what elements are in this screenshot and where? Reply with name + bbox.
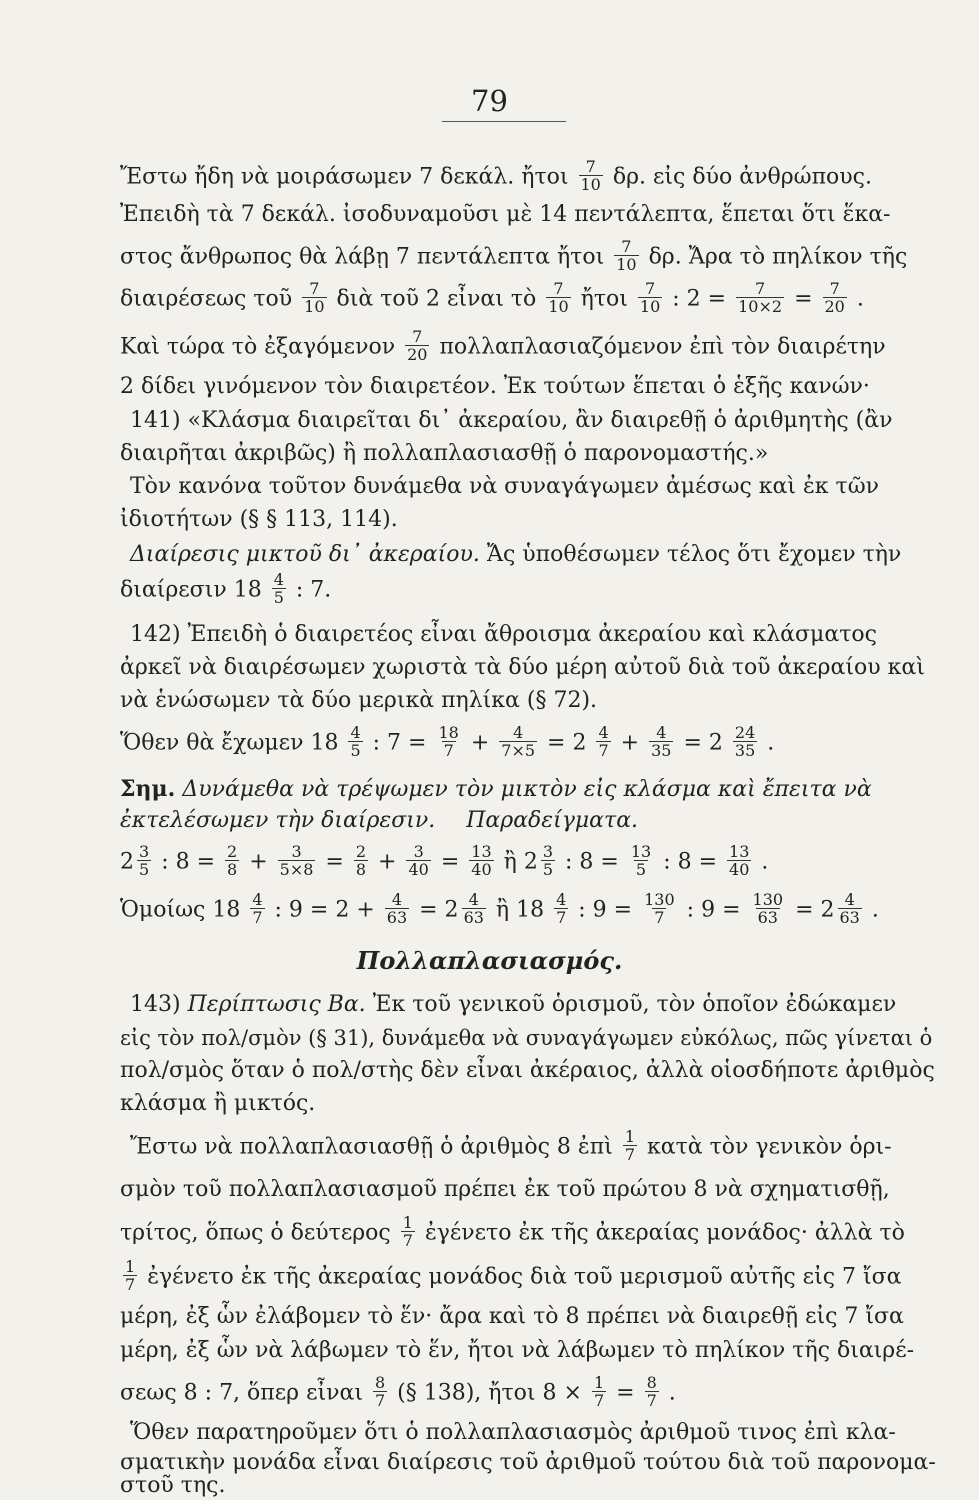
text-line: σματικὴν μονάδα εἶναι διαίρεσις τοῦ ἀριθμοῦ τούτου διὰ τοῦ παρονομα- [120,1450,936,1475]
text-run: Ἔστω ἤδη νὰ μοιράσωμεν 7 δεκάλ. ἤτοι [120,164,569,190]
fraction [838,891,862,926]
page-number-rule [442,121,566,122]
fraction-numerator: 8 [374,1373,386,1392]
fraction-denominator: 7×5 [501,741,536,760]
fraction-denominator: 10 [639,297,661,316]
fraction-denominator: 63 [463,908,484,927]
fraction-denominator: 5 [542,860,553,879]
fraction-denominator: 63 [386,908,408,927]
text-run: = [616,1380,635,1406]
text-line: μέρη, ἐξ ὧν νὰ λάβωμεν τὸ ἕν, ἤτοι νὰ λάβωμεν τὸ πηλίκον τῆς διαιρέ- [120,1338,915,1363]
fraction-numerator: 3 [139,842,150,861]
text-run: (§ 138), ἤτοι 8 × [397,1380,582,1406]
fraction [469,843,493,878]
text-line: σμὸν τοῦ πολλαπλασιασμοῦ πρέπει ἐκ τοῦ πρώτου 8 νὰ σχηματισθῇ, [120,1177,890,1202]
text-run: ἢ 18 [495,897,545,923]
fraction [385,891,409,926]
text-run: = [325,849,344,875]
fraction [579,158,603,193]
fraction-denominator: 5 [273,588,284,607]
fraction-denominator: 7 [598,741,609,760]
text-run: . [767,730,775,756]
text-run: δρ. Ἄρα τὸ πηλίκον τῆς [648,244,908,270]
text-run: = [794,286,813,312]
fraction-numerator: 1 [402,1213,413,1232]
text-run: δρ. εἰς δύο ἀνθρώπους. [612,164,872,190]
fraction [614,238,638,273]
text-run: = [440,849,460,875]
fraction-denominator: 7 [402,1231,413,1250]
fraction [727,843,751,878]
text-run: πολλαπλασιαζόμενον ἐπὶ τὸν διαιρέτην [439,334,886,360]
fraction-denominator: 5 [350,741,361,760]
fraction-denominator: 7 [252,908,263,927]
fraction-numerator: 7 [754,279,766,298]
fraction [823,280,847,315]
text-run: = 2 [683,730,723,756]
note-label: Σημ. [120,776,176,802]
fraction-numerator: 1 [125,1257,136,1276]
fraction-numerator: 3 [413,842,424,861]
text-line: εἰς τὸν πολ/σμὸν (§ 31), δυνάμεθα νὰ συναγάγωμεν εὐκόλως, πῶς γίνεται ὁ [120,1026,933,1050]
fraction-numerator: 7 [644,279,656,298]
text-line [120,279,904,317]
text-run: κατὰ τὸν γενικὸν ὁρι- [647,1134,892,1160]
fraction-denominator: 10 [616,255,637,274]
text-run: Καὶ τώρα τὸ ἐξαγόμενον [120,334,396,360]
text-run: ἐκτελέσωμεν τὴν διαίρεσιν. [120,808,436,833]
text-run: = 2 [795,897,835,923]
fraction [373,1374,387,1409]
text-run: + [378,849,397,875]
text-run: ἐγένετο ἐκ τῆς ἀκεραίας μονάδος· ἀλλὰ τὸ [424,1220,905,1246]
fraction-denominator: 5×8 [279,860,314,879]
fraction [623,1128,637,1163]
fraction [541,843,555,878]
fraction-numerator: 4 [556,890,567,909]
text-line [120,1213,905,1251]
fraction [436,724,460,759]
text-line [130,990,914,1020]
text-run: Ἐκ τοῦ γενικοῦ ὁρισμοῦ, τὸν ὁποῖον ἐδώκαμεν [372,992,897,1017]
fraction [649,724,673,759]
fraction-denominator: 5 [139,860,150,879]
text-line [120,570,904,608]
fraction-numerator: 8 [646,1373,657,1392]
fraction [736,280,784,315]
fraction [225,843,239,878]
fraction [354,843,368,878]
fraction-numerator: 4 [391,890,403,909]
fraction [405,328,429,363]
text-run: : 2 = [672,286,727,312]
text-run: : 9 = [686,897,741,923]
fraction-numerator: 7 [621,237,632,256]
fraction-numerator: 7 [585,157,596,176]
text-line [120,1257,904,1295]
fraction-numerator: 4 [273,570,284,589]
text-line: Τὸν κανόνα τοῦτον δυνάμεθα νὰ συναγάγωμεν ἀμέσως καὶ ἐκ τῶν [130,474,880,499]
text-line: κλάσμα ἢ μικτός. [120,1091,316,1116]
fraction [401,1214,415,1249]
fraction-numerator: 4 [598,723,609,742]
fraction-numerator: 130 [644,890,675,909]
fraction-numerator: 24 [734,723,756,742]
fraction-denominator: 8 [227,860,238,879]
text-run: Περίπτωσις Βα. [187,992,366,1017]
text-run: ἐγένετο ἐκ τῆς ἀκεραίας μονάδος διὰ τοῦ μερισμοῦ αὐτῆς εἰς 7 ἴσα [147,1264,902,1290]
text-line: ἀρκεῖ νὰ διαιρέσωμεν χωριστὰ τὰ δύο μέρη αὐτοῦ διὰ τοῦ ἀκεραίου καὶ [120,655,925,680]
fraction [546,280,570,315]
fraction [596,724,610,759]
text-line: μέρη, ἐξ ὧν ἐλάβομεν τὸ ἕν· ἄρα καὶ τὸ 8 πρέπει νὰ διαιρεθῇ εἰς 7 ἴσα [120,1304,904,1329]
fraction [406,843,430,878]
text-run: Ὁμοίως 18 [120,897,241,923]
text-run: διὰ τοῦ 2 εἶναι τὸ [336,286,537,312]
text-run: : 8 = [161,849,216,875]
text-run: + [249,849,268,875]
page-number: 79 [471,84,508,118]
fraction-numerator: 4 [513,723,524,742]
text-run: = 2 [547,730,587,756]
fraction [733,724,757,759]
fraction-denominator: 63 [839,908,860,927]
fraction [554,891,568,926]
text-run: διαίρεσιν 18 [120,577,262,603]
fraction-denominator: 7 [624,1145,635,1164]
text-run: Ὅθεν θὰ ἔχωμεν 18 [120,730,339,756]
fraction-numerator: 4 [468,890,479,909]
fraction-denominator: 7 [654,908,665,927]
text-run: στος ἄνθρωπος θὰ λάβῃ 7 πεντάλεπτα ἤτοι [120,244,605,270]
fraction-numerator: 13 [729,842,750,861]
fraction-denominator: 7 [593,1391,605,1410]
text-run: : 9 = [578,897,633,923]
text-line: διαιρῆται ἀκριβῶς) ἢ πολλαπλασιασθῇ ὁ παρονομαστής.» [120,441,769,466]
fraction-numerator: 18 [438,723,459,742]
text-run: Δυνάμεθα νὰ τρέψωμεν τὸν μικτὸν εἰς κλάσμα καὶ ἔπειτα νὰ [182,777,872,802]
fraction [592,1374,606,1409]
text-line: 2 δίδει γινόμενον τὸν διαιρετέον. Ἐκ τούτων ἕπεται ὁ ἑξῆς κανών· [120,374,870,399]
fraction [123,1258,137,1293]
fraction-denominator: 10 [548,297,569,316]
text-run: : 7 = [372,730,427,756]
fraction [751,891,786,926]
text-run: ἤτοι [580,286,628,312]
text-run: : 8 = [663,849,718,875]
fraction-numerator: 2 [355,842,367,861]
text-line: Ὅθεν παρατηροῦμεν ὅτι ὁ πολλαπλασιασμὸς ἀριθμοῦ τινος ἐπὶ κλα- [130,1420,896,1445]
fraction [348,724,362,759]
fraction-numerator: 4 [350,723,361,742]
fraction-numerator: 3 [291,842,302,861]
fraction-denominator: 5 [635,860,647,879]
fraction-numerator: 4 [656,723,667,742]
text-line: Ἐπειδὴ τὰ 7 δεκάλ. ἰσοδυναμοῦσι μὲ 14 πεντάλεπτα, ἕπεται ὅτι ἕκα- [120,202,891,227]
fraction-denominator: 7 [374,1391,386,1410]
text-line: νὰ ἑνώσωμεν τὰ δύο μερικὰ πηλίκα (§ 72). [120,688,598,713]
text-run: Ἄς ὑποθέσωμεν τέλος ὅτι ἔχομεν τὴν [486,542,902,567]
text-run: διαιρέσεως τοῦ [120,286,293,312]
fraction [250,891,264,926]
fraction-denominator: 7 [125,1275,136,1294]
text-run: + [620,730,640,756]
text-run: σεως 8 : 7, ὅπερ εἶναι [120,1380,363,1406]
fraction-numerator: 13 [630,842,652,861]
fraction-numerator: 4 [252,890,263,909]
text-run: . [668,1380,676,1406]
text-line [120,237,908,275]
text-run: : 8 = [565,849,619,875]
text-run: . [871,897,879,923]
section-title: Πολλαπλασιασμός. [356,946,623,975]
fraction-numerator: 1 [593,1373,605,1392]
fraction [629,843,653,878]
fraction-denominator: 20 [824,297,845,316]
equation-line [120,723,904,761]
text-run: 143) [130,992,181,1017]
fraction-numerator: 7 [412,327,423,346]
fraction [638,280,662,315]
fraction [499,724,537,759]
fraction-numerator: 7 [309,279,320,298]
examples-heading: Παραδείγματα. [466,808,639,833]
text-run: + [470,730,490,756]
fraction-numerator: 3 [542,842,553,861]
fraction [302,280,326,315]
text-line [120,157,904,195]
fraction-numerator: 4 [844,890,855,909]
fraction-denominator: 7 [556,908,567,927]
text-line [130,1127,914,1165]
text-line: ἰδιοτήτων (§ § 113, 114). [120,507,398,532]
fraction-numerator: 7 [829,279,840,298]
text-line [120,774,904,805]
fraction [137,843,151,878]
text-line: στοῦ της. [120,1473,226,1498]
fraction-numerator: 130 [752,890,784,909]
fraction-denominator: 7 [646,1391,657,1410]
rule-141: 141) «Κλάσμα διαιρεῖται δι᾽ ἀκεραίου, ἂν διαιρεθῇ ὁ ἀριθμητὴς (ἂν [130,408,893,433]
fraction-denominator: 35 [651,741,672,760]
fraction-denominator: 35 [734,741,756,760]
fraction-denominator: 63 [757,908,778,927]
fraction [645,1374,659,1409]
text-run: τρίτος, ὅπως ὁ δεύτερος [120,1220,391,1246]
fraction-numerator: 7 [553,279,564,298]
fraction-denominator: 40 [471,860,492,879]
fraction-numerator: 1 [624,1127,635,1146]
text-run: : 7. [295,577,332,603]
text-run: 2 [120,849,134,875]
text-line [120,327,904,365]
section-heading: Διαίρεσις μικτοῦ δι᾽ ἀκεραίου. [130,542,480,567]
fraction-denominator: 8 [355,860,367,879]
fraction-numerator: 13 [471,842,492,861]
equation-line [120,842,904,880]
fraction [272,571,286,606]
fraction-denominator: 40 [729,860,750,879]
text-line [120,806,904,836]
text-run: ἢ 2 [503,849,538,875]
text-line: πολ/σμὸς ὅταν ὁ πολ/στὴς δὲν εἶναι ἀκέραιος, ἀλλὰ οἱοσδήποτε ἀριθμὸς [120,1058,935,1083]
text-run: : 9 = 2 + [274,897,375,923]
text-run: Ἔστω νὰ πολλαπλασιασθῇ ὁ ἀριθμὸς 8 ἐπὶ [130,1134,613,1160]
fraction-denominator: 10 [304,297,325,316]
text-run: = 2 [419,897,459,923]
equation-line [120,890,904,928]
fraction-denominator: 7 [443,741,454,760]
text-run: . [761,849,769,875]
fraction-denominator: 10×2 [738,297,783,316]
fraction [278,843,316,878]
fraction [462,891,486,926]
equation-line [120,1373,904,1411]
fraction-numerator: 2 [227,842,238,861]
fraction-denominator: 10 [580,175,601,194]
text-line [130,540,914,570]
text-run: . [856,286,864,312]
fraction [642,891,677,926]
text-line: 142) Ἐπειδὴ ὁ διαιρετέος εἶναι ἄθροισμα ἀκεραίου καὶ κλάσματος [130,622,877,647]
fraction-denominator: 40 [408,860,429,879]
fraction-denominator: 20 [407,345,428,364]
